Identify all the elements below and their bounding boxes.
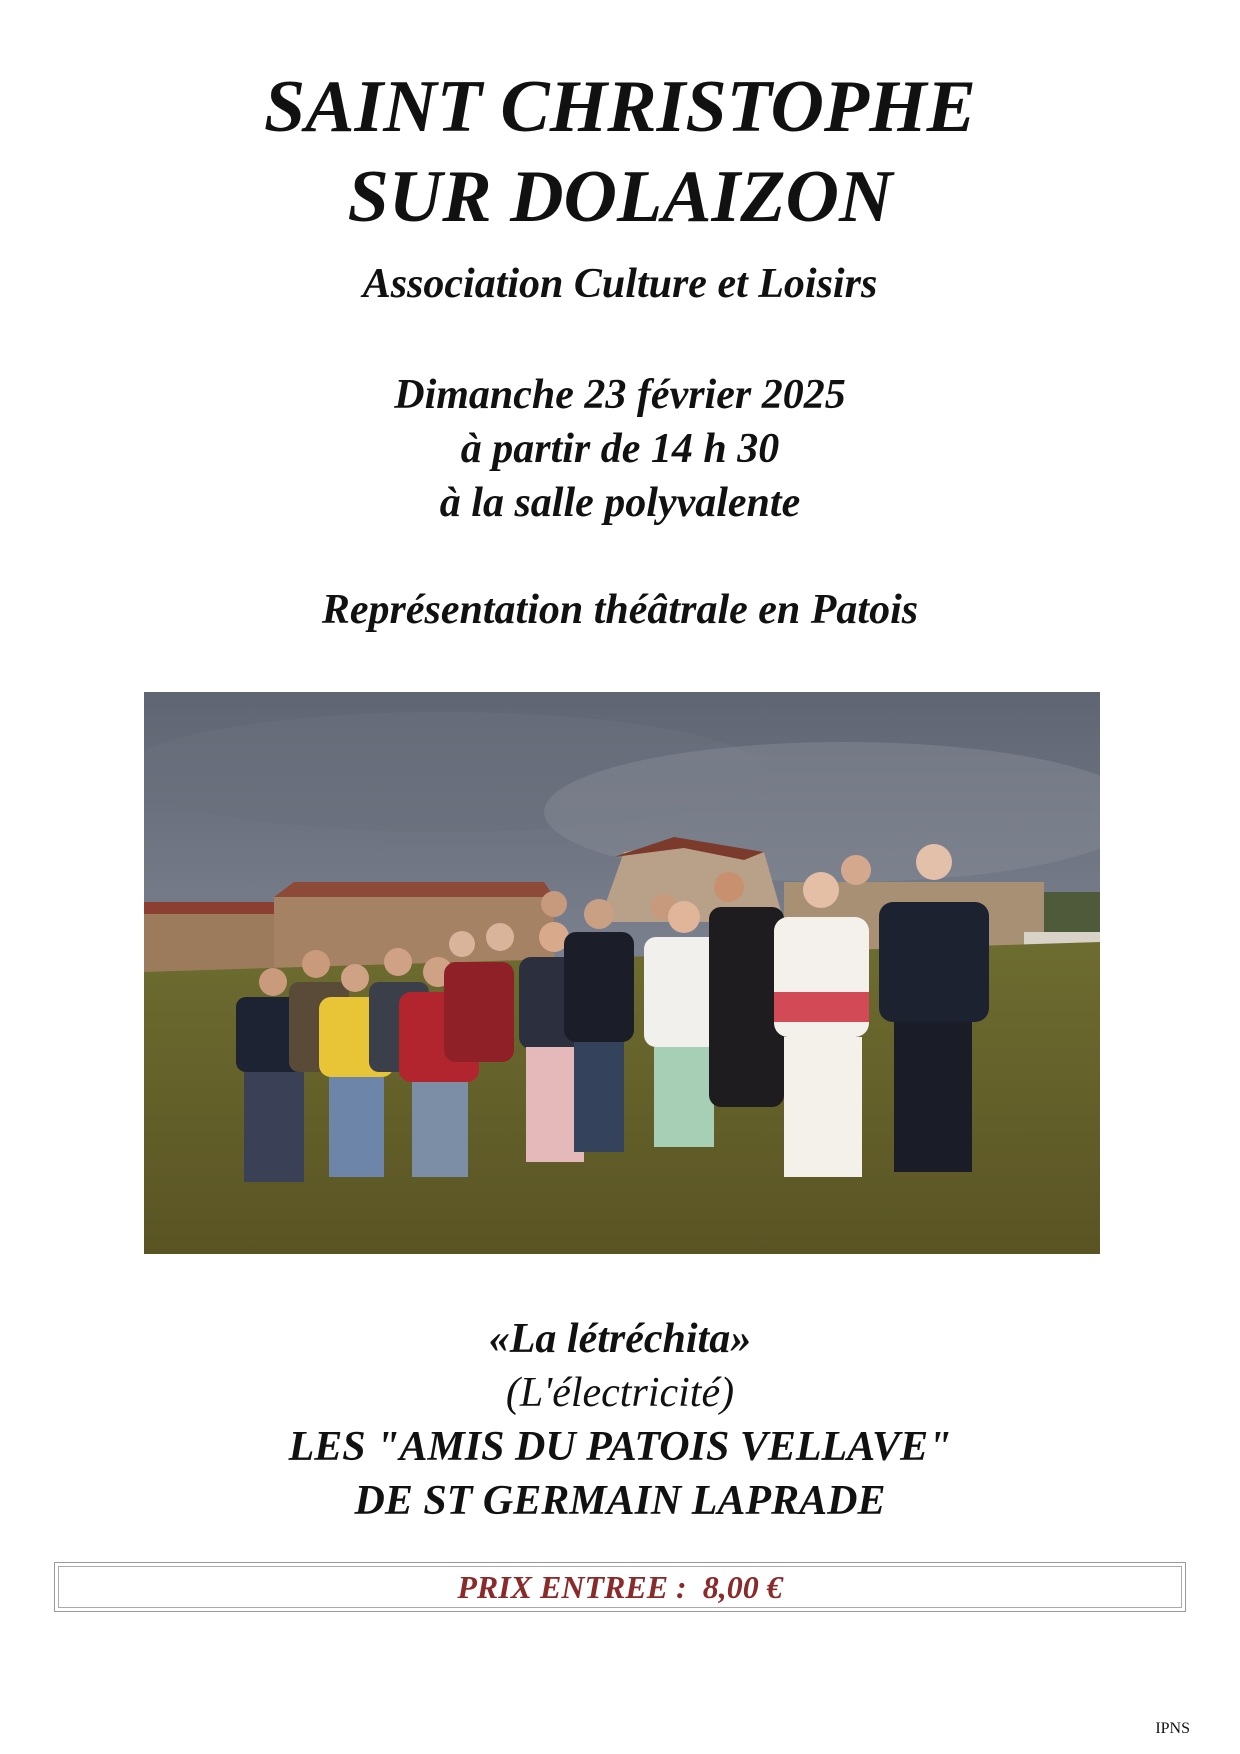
- price-box: [54, 1562, 1186, 1612]
- event-place: à la salle polyvalente: [439, 480, 801, 526]
- event-type: Représentation théâtrale en Patois: [321, 587, 919, 633]
- troupe-line-2: DE ST GERMAIN LAPRADE: [354, 1478, 886, 1524]
- play-translation: (L'électricité): [505, 1370, 735, 1416]
- event-time: à partir de 14 h 30: [460, 426, 780, 472]
- ipns-mark: IPNS: [1155, 1720, 1190, 1737]
- price-label: PRIX ENTREE : 8,00 €: [457, 1569, 783, 1605]
- troupe-line-1: LES "AMIS DU PATOIS VELLAVE": [288, 1424, 952, 1470]
- association-name: Association Culture et Loisirs: [362, 261, 878, 307]
- event-date: Dimanche 23 février 2025: [394, 372, 846, 418]
- title-line-1: SAINT CHRISTOPHE: [263, 66, 977, 148]
- play-title: «La létréchita»: [488, 1316, 752, 1362]
- title-line-2: SUR DOLAIZON: [347, 156, 893, 238]
- group-photo: [144, 692, 1100, 1254]
